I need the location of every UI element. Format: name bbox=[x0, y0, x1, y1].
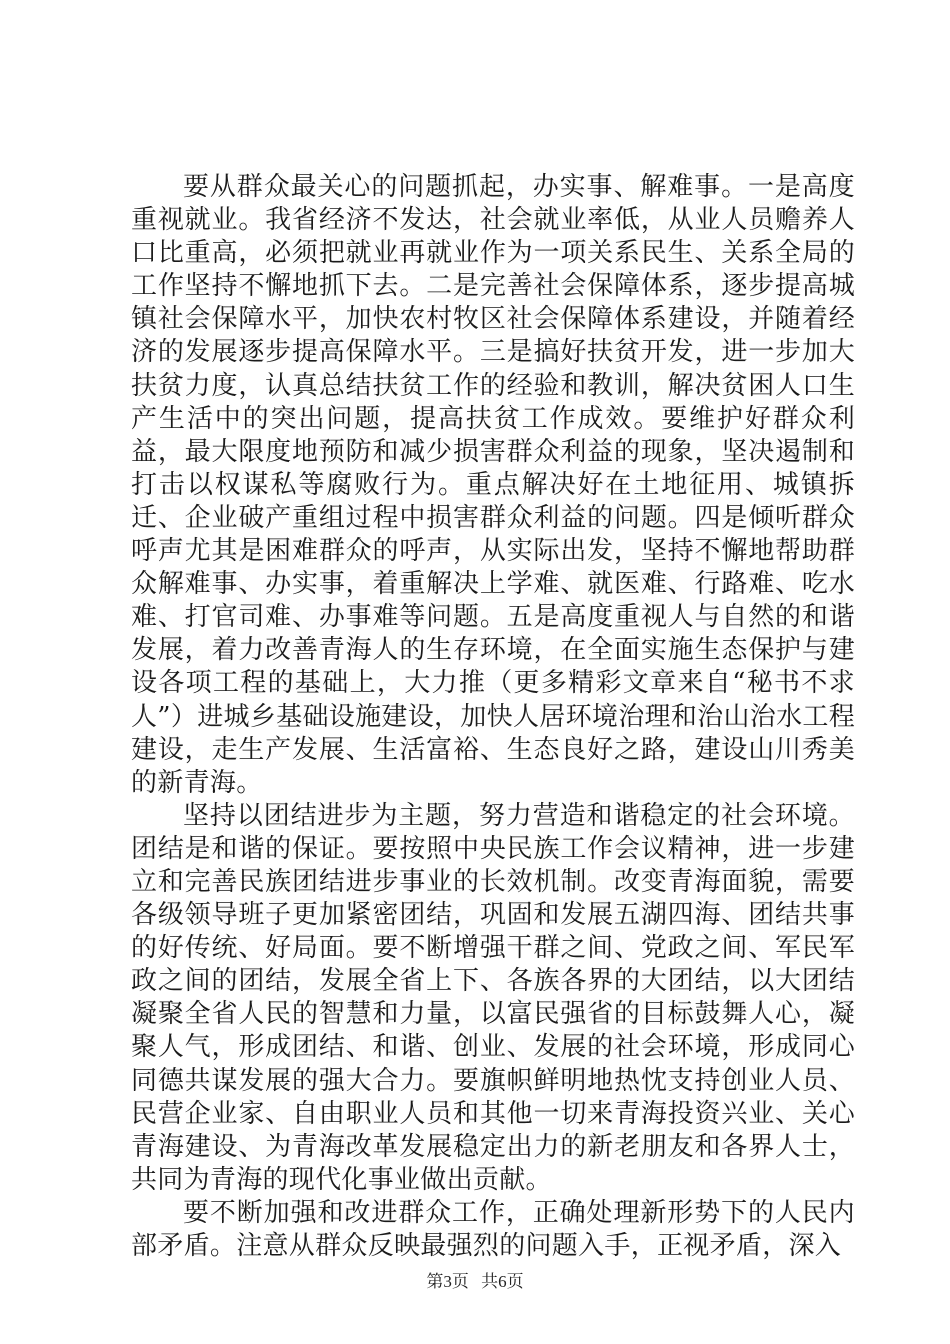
page-number: 第3页 bbox=[426, 1272, 469, 1291]
paragraph: 坚持以团结进步为主题，努力营造和谐稳定的社会环境。团结是和谐的保证。要按照中央民族工作会议精神，进一步建立和完善民族团结进步事业的长效机制。改变青海面貌，需要各级领导班子更加紧密团结，巩固和发展五湖四海、团结共事的好传统、好局面。要不断增强干群之间、党政之间、军民军政之间的团结，发展全省上下、各族各界的大团结，以大团结凝聚全省人民的智慧和力量，以富民强省的目标鼓舞人心，凝聚人气，形成团结、和谐、创业、发展的社会环境，形成同心同德共谋发展的强大合力。要旗帜鲜明地热忱支持创业人员、民营企业家、自由职业人员和其他一切来青海投资兴业、关心青海建设、为青海改革发展稳定出力的新老朋友和各界人士，共同为青海的现代化事业做出贡献。 bbox=[131, 800, 855, 1195]
page-total: 共6页 bbox=[481, 1272, 524, 1291]
page-footer bbox=[0, 1267, 950, 1292]
paragraph: 要不断加强和改进群众工作，正确处理新形势下的人民内部矛盾。注意从群众反映最强烈的问题入手，正视矛盾，深入 bbox=[131, 1197, 855, 1261]
document-body bbox=[131, 171, 855, 1263]
paragraph: 要从群众最关心的问题抓起，办实事、解难事。一是高度重视就业。我省经济不发达，社会就业率低，从业人员赡养人口比重高，必须把就业再就业作为一项关系民生、关系全局的工作坚持不懈地抓下去。二是完善社会保障体系，逐步提高城镇社会保障水平，加快农村牧区社会保障体系建设，并随着经济的发展逐步提高保障水平。三是搞好扶贫开发，进一步加大扶贫力度，认真总结扶贫工作的经验和教训，解决贫困人口生产生活中的突出问题，提高扶贫工作成效。要维护好群众利益，最大限度地预防和减少损害群众利益的现象，坚决遏制和打击以权谋私等腐败行为。重点解决好在土地征用、城镇拆迁、企业破产重组过程中损害群众利益的问题。四是倾听群众呼声尤其是困难群众的呼声，从实际出发，坚持不懈地帮助群众解难事、办实事，着重解决上学难、就医难、行路难、吃水难、打官司难、办事难等问题。五是高度重视人与自然的和谐发展，着力改善青海人的生存环境，在全面实施生态保护与建设各项工程的基础上，大力推（更多精彩文章来自“秘书不求人”）进城乡基础设施建设，加快人居环境治理和治山治水工程建设，走生产发展、生活富裕、生态良好之路，建设山川秀美的新青海。 bbox=[131, 172, 855, 798]
